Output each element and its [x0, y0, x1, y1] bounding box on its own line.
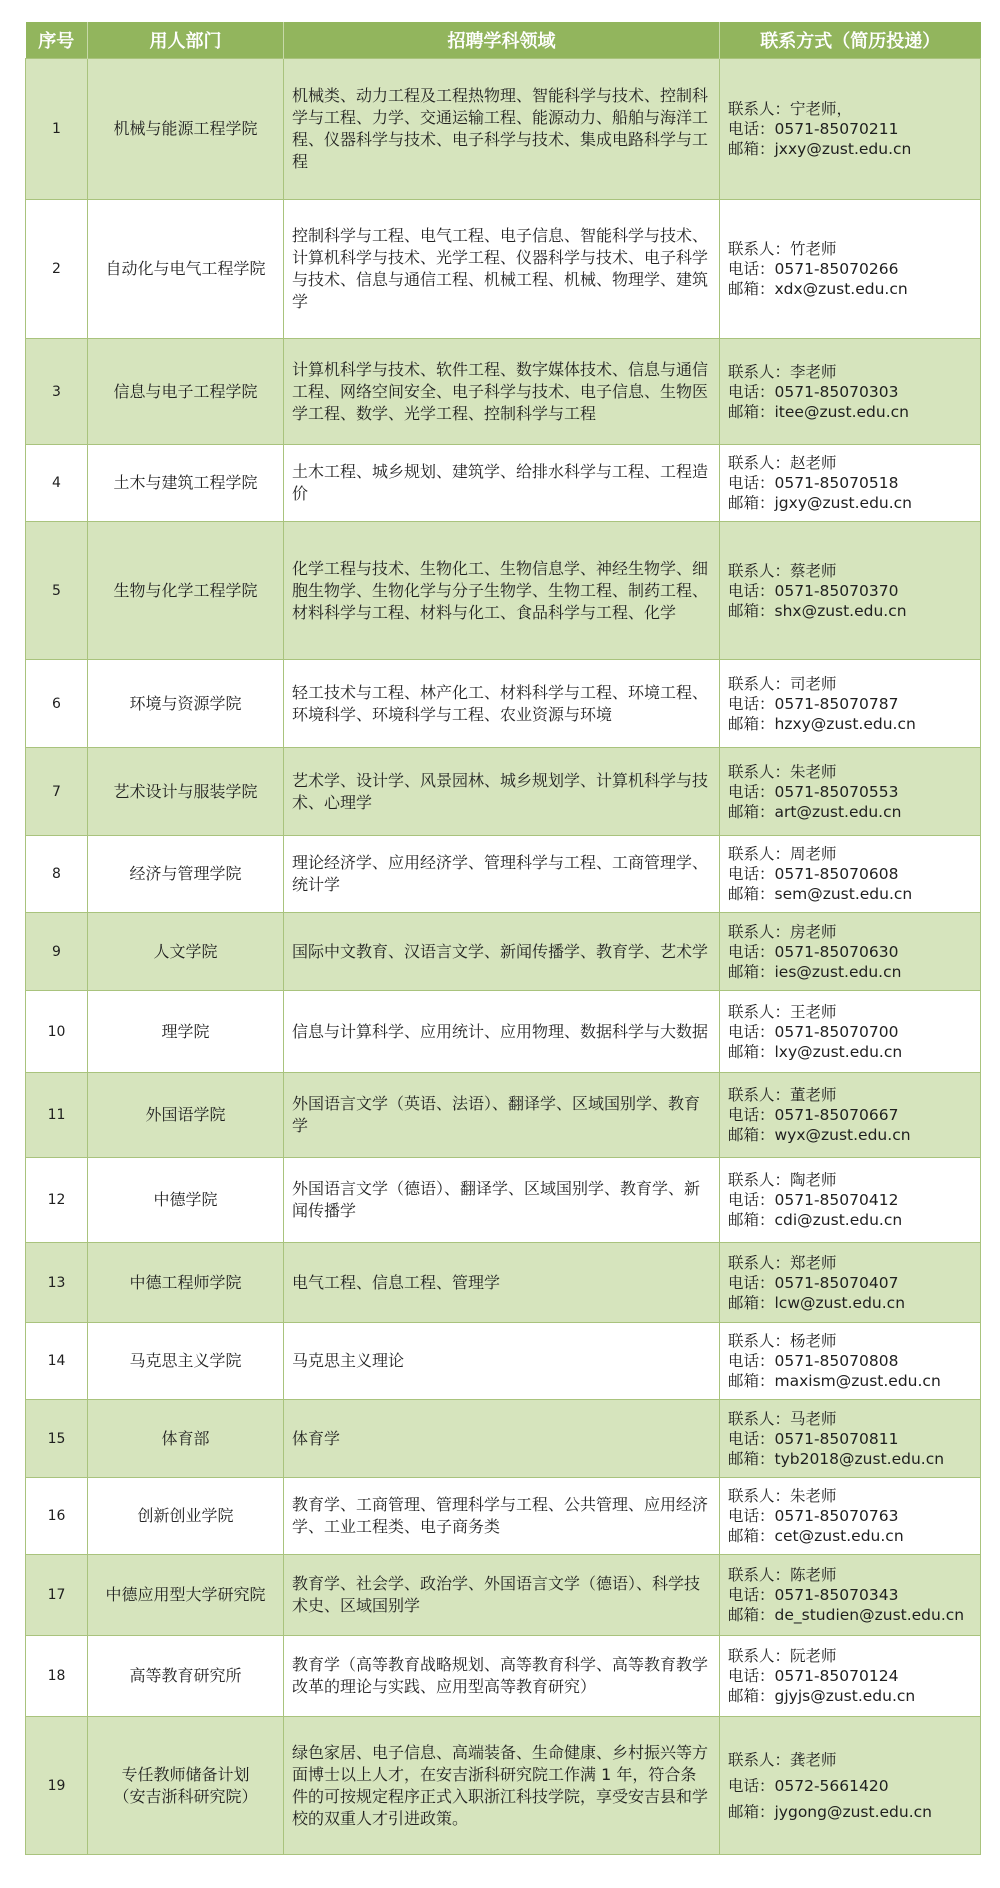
contact-person: 联系人：陶老师 [728, 1171, 837, 1189]
row-no: 3 [26, 339, 88, 445]
row-no: 12 [26, 1158, 88, 1243]
contact-email[interactable]: 邮箱：gjyjs@zust.edu.cn [728, 1687, 916, 1705]
row-dept: 土木与建筑工程学院 [88, 445, 284, 522]
contact-person: 联系人：司老师 [728, 674, 837, 693]
contact-email[interactable]: 邮箱：art@zust.edu.cn [728, 802, 902, 821]
contact-email[interactable]: 邮箱：itee@zust.edu.cn [728, 402, 909, 421]
row-dept: 创新创业学院 [88, 1478, 284, 1555]
table-row [26, 200, 981, 339]
row-no: 19 [26, 1717, 88, 1855]
contact-phone: 电话：0571-85070700 [728, 1022, 899, 1041]
contact-email[interactable]: 邮箱：de_studien@zust.edu.cn [728, 1606, 965, 1624]
table-row [26, 1158, 981, 1243]
row-contact [720, 1400, 981, 1478]
table-row [26, 836, 981, 913]
row-dept: 艺术设计与服装学院 [88, 748, 284, 836]
row-no: 14 [26, 1323, 88, 1400]
contact-phone: 电话：0572-5661420 [728, 1776, 889, 1795]
contact-person: 联系人：朱老师 [728, 1487, 837, 1505]
row-no: 10 [26, 991, 88, 1073]
contact-email[interactable]: 邮箱：sem@zust.edu.cn [728, 885, 913, 903]
contact-person: 联系人：陈老师 [728, 1566, 837, 1584]
row-no: 7 [26, 748, 88, 836]
table-row [26, 59, 981, 200]
table-row [26, 748, 981, 836]
contact-person: 联系人：周老师 [728, 845, 837, 863]
row-field: 艺术学、设计学、风景园林、城乡规划学、计算机科学与技术、心理学 [284, 748, 720, 836]
row-field: 土木工程、城乡规划、建筑学、给排水科学与工程、工程造价 [284, 445, 720, 522]
contact-phone: 电话：0571-85070124 [728, 1667, 899, 1685]
row-field: 机械类、动力工程及工程热物理、智能科学与技术、控制科学与工程、力学、交通运输工程、能源动力、船舶与海洋工程、仪器科学与技术、电子科学与技术、集成电路科学与工程 [284, 59, 720, 200]
row-field: 化学工程与技术、生物化工、生物信息学、神经生物学、细胞生物学、生物化学与分子生物学、生物工程、制药工程、材料科学与工程、材料与化工、食品科学与工程、化学 [284, 522, 720, 660]
row-field: 电气工程、信息工程、管理学 [284, 1243, 720, 1323]
row-no: 5 [26, 522, 88, 660]
row-field: 教育学、工商管理、管理科学与工程、公共管理、应用经济学、工业工程类、电子商务类 [284, 1478, 720, 1555]
contact-phone: 电话：0571-85070211 [728, 120, 899, 138]
contact-person: 联系人：朱老师 [728, 762, 837, 781]
contact-email[interactable]: 邮箱：xdx@zust.edu.cn [728, 280, 908, 298]
contact-email[interactable]: 邮箱：tyb2018@zust.edu.cn [728, 1449, 945, 1468]
header-contact: 联系方式（简历投递） [720, 22, 981, 59]
contact-email[interactable]: 邮箱：ies@zust.edu.cn [728, 962, 902, 981]
table-row [26, 1636, 981, 1717]
header-row [26, 22, 981, 59]
row-contact [720, 748, 981, 836]
row-dept: 人文学院 [88, 913, 284, 991]
row-dept: 理学院 [88, 991, 284, 1073]
row-no: 1 [26, 59, 88, 200]
table-row [26, 1073, 981, 1158]
contact-person: 联系人：马老师 [728, 1409, 837, 1428]
row-dept: 高等教育研究所 [88, 1636, 284, 1717]
contact-person: 联系人：龚老师 [728, 1750, 837, 1769]
table-row [26, 660, 981, 748]
contact-email[interactable]: 邮箱：jgxy@zust.edu.cn [728, 494, 913, 512]
contact-phone: 电话：0571-85070667 [728, 1106, 899, 1124]
contact-phone: 电话：0571-85070608 [728, 865, 899, 883]
row-field: 信息与计算科学、应用统计、应用物理、数据科学与大数据 [284, 991, 720, 1073]
table-row [26, 1717, 981, 1855]
contact-email[interactable]: 邮箱：lcw@zust.edu.cn [728, 1293, 906, 1312]
row-contact [720, 200, 981, 339]
contact-phone: 电话：0571-85070763 [728, 1507, 899, 1525]
row-no: 6 [26, 660, 88, 748]
row-field: 国际中文教育、汉语言文学、新闻传播学、教育学、艺术学 [284, 913, 720, 991]
row-field: 体育学 [284, 1400, 720, 1478]
header-dept: 用人部门 [88, 22, 284, 59]
row-contact [720, 836, 981, 913]
row-dept: 经济与管理学院 [88, 836, 284, 913]
contact-phone: 电话：0571-85070811 [728, 1429, 899, 1448]
contact-person: 联系人：李老师 [728, 362, 837, 381]
contact-email[interactable]: 邮箱：shx@zust.edu.cn [728, 601, 907, 620]
row-contact [720, 1073, 981, 1158]
row-dept: 外国语学院 [88, 1073, 284, 1158]
row-no: 8 [26, 836, 88, 913]
row-contact [720, 1158, 981, 1243]
contact-person: 联系人：郑老师 [728, 1253, 837, 1272]
row-no: 9 [26, 913, 88, 991]
table-row [26, 1323, 981, 1400]
row-dept: 中德工程师学院 [88, 1243, 284, 1323]
row-contact [720, 1717, 981, 1855]
row-dept: 自动化与电气工程学院 [88, 200, 284, 339]
row-field: 绿色家居、电子信息、高端装备、生命健康、乡村振兴等方面博士以上人才，在安吉浙科研究院工作满 1 年，符合条件的可按规定程序正式入职浙江科技学院，享受安吉县和学校的双重人才引进政策。 [284, 1717, 720, 1855]
contact-person: 联系人：王老师 [728, 1002, 837, 1021]
dept-name: 专任教师储备计划 [121, 1764, 250, 1784]
contact-email[interactable]: 邮箱：jygong@zust.edu.cn [728, 1802, 932, 1821]
row-dept: 马克思主义学院 [88, 1323, 284, 1400]
dept-subname: （安吉浙科研究院） [113, 1786, 258, 1806]
row-field: 教育学、社会学、政治学、外国语言文学（德语）、科学技术史、区域国别学 [284, 1555, 720, 1636]
table-row [26, 445, 981, 522]
contact-email[interactable]: 邮箱：maxism@zust.edu.cn [728, 1372, 941, 1390]
contact-email[interactable]: 邮箱：lxy@zust.edu.cn [728, 1042, 903, 1061]
table-header [26, 22, 981, 59]
contact-email[interactable]: 邮箱：wyx@zust.edu.cn [728, 1126, 911, 1144]
contact-person: 联系人：阮老师 [728, 1647, 837, 1665]
row-dept [88, 1717, 284, 1855]
row-field: 外国语言文学（英语、法语）、翻译学、区域国别学、教育学 [284, 1073, 720, 1158]
row-contact [720, 1478, 981, 1555]
contact-person: 联系人：竹老师 [728, 240, 837, 258]
row-no: 16 [26, 1478, 88, 1555]
contact-email[interactable]: 邮箱：cet@zust.edu.cn [728, 1527, 904, 1545]
row-field: 外国语言文学（德语）、翻译学、区域国别学、教育学、新闻传播学 [284, 1158, 720, 1243]
table-body [26, 59, 981, 1855]
row-field: 轻工技术与工程、林产化工、材料科学与工程、环境工程、环境科学、环境科学与工程、农业资源与环境 [284, 660, 720, 748]
contact-email[interactable]: 邮箱：jxxy@zust.edu.cn [728, 140, 912, 158]
row-dept: 机械与能源工程学院 [88, 59, 284, 200]
row-contact [720, 913, 981, 991]
row-contact [720, 1555, 981, 1636]
contact-email[interactable]: 邮箱：hzxy@zust.edu.cn [728, 714, 916, 733]
row-contact [720, 339, 981, 445]
contact-person: 联系人：房老师 [728, 922, 837, 941]
row-no: 11 [26, 1073, 88, 1158]
header-field: 招聘学科领域 [284, 22, 720, 59]
row-field: 理论经济学、应用经济学、管理科学与工程、工商管理学、统计学 [284, 836, 720, 913]
row-no: 4 [26, 445, 88, 522]
table-row [26, 1478, 981, 1555]
contact-phone: 电话：0571-85070808 [728, 1352, 899, 1370]
row-dept: 体育部 [88, 1400, 284, 1478]
contact-phone: 电话：0571-85070266 [728, 260, 899, 278]
contact-phone: 电话：0571-85070412 [728, 1191, 899, 1209]
contact-phone: 电话：0571-85070787 [728, 694, 899, 713]
row-contact [720, 59, 981, 200]
row-contact [720, 1323, 981, 1400]
contact-phone: 电话：0571-85070343 [728, 1586, 899, 1604]
row-no: 17 [26, 1555, 88, 1636]
table-row [26, 1243, 981, 1323]
row-dept: 中德应用型大学研究院 [88, 1555, 284, 1636]
row-contact [720, 522, 981, 660]
contact-phone: 电话：0571-85070518 [728, 474, 899, 492]
row-contact [720, 445, 981, 522]
row-contact [720, 991, 981, 1073]
header-no: 序号 [26, 22, 88, 59]
contact-person: 联系人：杨老师 [728, 1332, 837, 1350]
table-row [26, 1555, 981, 1636]
row-no: 13 [26, 1243, 88, 1323]
contact-phone: 电话：0571-85070407 [728, 1273, 899, 1292]
table-row [26, 1400, 981, 1478]
row-no: 2 [26, 200, 88, 339]
contact-person: 联系人：宁老师， [728, 100, 853, 118]
row-dept: 生物与化学工程学院 [88, 522, 284, 660]
contact-phone: 电话：0571-85070303 [728, 382, 899, 401]
contact-person: 联系人：董老师 [728, 1086, 837, 1104]
contact-email[interactable]: 邮箱：cdi@zust.edu.cn [728, 1211, 903, 1229]
row-contact [720, 1243, 981, 1323]
contact-phone: 电话：0571-85070553 [728, 782, 899, 801]
row-field: 教育学（高等教育战略规划、高等教育科学、高等教育教学改革的理论与实践、应用型高等教育研究） [284, 1636, 720, 1717]
row-field: 控制科学与工程、电气工程、电子信息、智能科学与技术、计算机科学与技术、光学工程、仪器科学与技术、电子科学与技术、信息与通信工程、机械工程、机械、物理学、建筑学 [284, 200, 720, 339]
row-field: 马克思主义理论 [284, 1323, 720, 1400]
row-dept: 中德学院 [88, 1158, 284, 1243]
row-dept: 环境与资源学院 [88, 660, 284, 748]
recruitment-table-wrapper [25, 22, 980, 1855]
contact-phone: 电话：0571-85070370 [728, 581, 899, 600]
row-dept: 信息与电子工程学院 [88, 339, 284, 445]
contact-person: 联系人：赵老师 [728, 454, 837, 472]
row-no: 18 [26, 1636, 88, 1717]
table-row [26, 991, 981, 1073]
table-row [26, 522, 981, 660]
row-no: 15 [26, 1400, 88, 1478]
contact-person: 联系人：蔡老师 [728, 561, 837, 580]
table-row [26, 913, 981, 991]
contact-phone: 电话：0571-85070630 [728, 942, 899, 961]
row-contact [720, 660, 981, 748]
row-contact [720, 1636, 981, 1717]
recruitment-table [25, 22, 981, 1855]
table-row [26, 339, 981, 445]
row-field: 计算机科学与技术、软件工程、数字媒体技术、信息与通信工程、网络空间安全、电子科学与技术、电子信息、生物医学工程、数学、光学工程、控制科学与工程 [284, 339, 720, 445]
